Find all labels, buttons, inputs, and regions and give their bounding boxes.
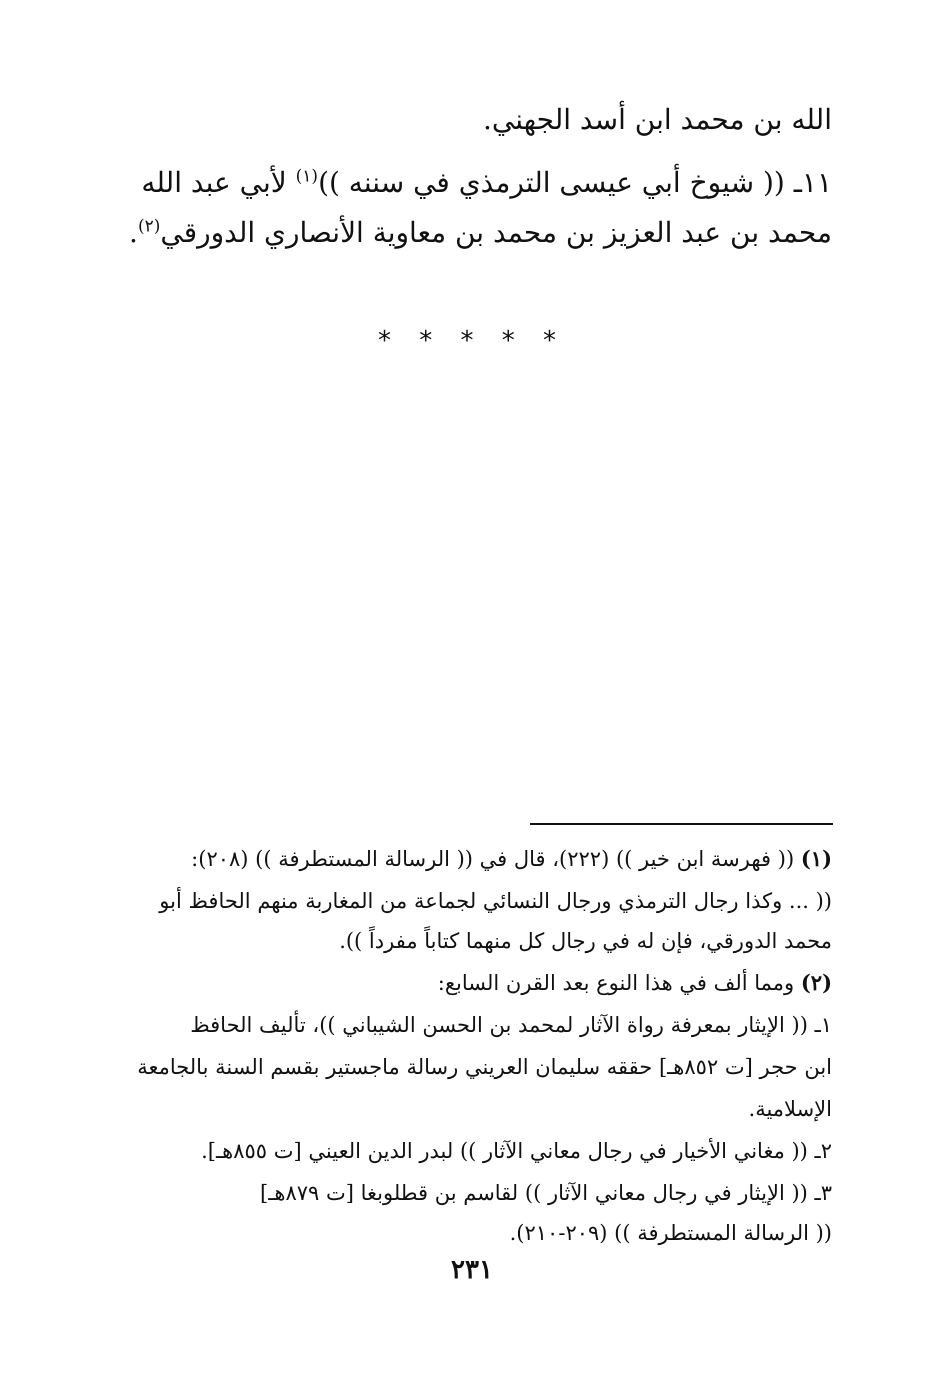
footnote-2-item-3-line-2 — [130, 1212, 832, 1254]
footnote-2-intro: ومما ألف في هذا النوع بعد القرن السابع: — [437, 971, 795, 995]
page-number: ٢٣١ — [451, 1255, 493, 1285]
line-3-end: . — [129, 216, 138, 249]
footnote-2-item-3-text-2: (( الرسالة المستطرفة )) (٢٠٩-٢١٠). — [509, 1221, 832, 1245]
footnote-2-item-1-text-2: ابن حجر [ت ٨٥٢هـ] حققه سليمان العريني رسالة ماجستير بقسم السنة بالجامعة — [137, 1055, 832, 1079]
footnote-ref-1: (١) — [295, 166, 319, 187]
footnote-1-text-2: (( ... وكذا رجال الترمذي ورجال النسائي لجماعة من المغاربة منهم الحافظ أبو — [159, 889, 832, 913]
footnote-1-line-1 — [130, 838, 832, 880]
footnote-2-item-3-line-1 — [130, 1172, 832, 1214]
item-11-tail: لأبي عبد الله — [141, 166, 296, 199]
footnote-2-item-1-line-3 — [130, 1088, 832, 1130]
footnote-1-text-1: (( فهرسة ابن خير )) (٢٢٢)، قال في (( الرسالة المستطرفة )) (٢٠٨): — [191, 847, 795, 871]
main-text-line-1 — [120, 92, 832, 148]
footnote-1-number: (١) — [800, 846, 832, 871]
footnote-2-item-1-text-3: الإسلامية. — [748, 1097, 832, 1121]
footnote-2-item-2 — [130, 1130, 832, 1172]
footnote-1-line-3 — [130, 920, 832, 962]
footnote-2-number: (٢) — [800, 970, 832, 995]
footnote-ref-2: (٢) — [137, 216, 161, 237]
main-text-item-11 — [120, 155, 832, 211]
footnote-2-item-2-text: ٢ـ (( مغاني الأخيار في رجال معاني الآثار )) لبدر الدين العيني [ت ٨٥٥هـ]. — [201, 1139, 832, 1163]
main-text-line-1-content: الله بن محمد ابن أسد الجهني. — [483, 103, 832, 136]
footnote-1-text-3: محمد الدورقي، فإن له في رجال كل منهما كتاباً مفرداً )). — [339, 929, 832, 953]
section-separator: * * * * * — [377, 326, 567, 356]
footnote-1-line-2 — [130, 880, 832, 922]
footnote-2-line-1 — [130, 962, 832, 1004]
line-3-content: محمد بن عبد العزيز بن محمد بن معاوية الأنصاري الدورقي — [160, 216, 832, 249]
main-text-line-3 — [120, 205, 832, 261]
footnote-divider — [530, 823, 833, 825]
item-11-title: ١١ـ (( شيوخ أبي عيسى الترمذي في سننه )) — [318, 166, 832, 199]
footnote-2-item-1-line-1 — [130, 1004, 832, 1046]
footnote-2-item-1-text-1: ١ـ (( الإيثار بمعرفة رواة الآثار لمحمد بن الحسن الشيباني ))، تأليف الحافظ — [190, 1013, 832, 1037]
footnote-2-item-1-line-2 — [130, 1046, 832, 1088]
footnote-2-item-3-text-1: ٣ـ (( الإيثار في رجال معاني الآثار )) لقاسم بن قطلوبغا [ت ٨٧٩هـ] — [260, 1181, 832, 1205]
